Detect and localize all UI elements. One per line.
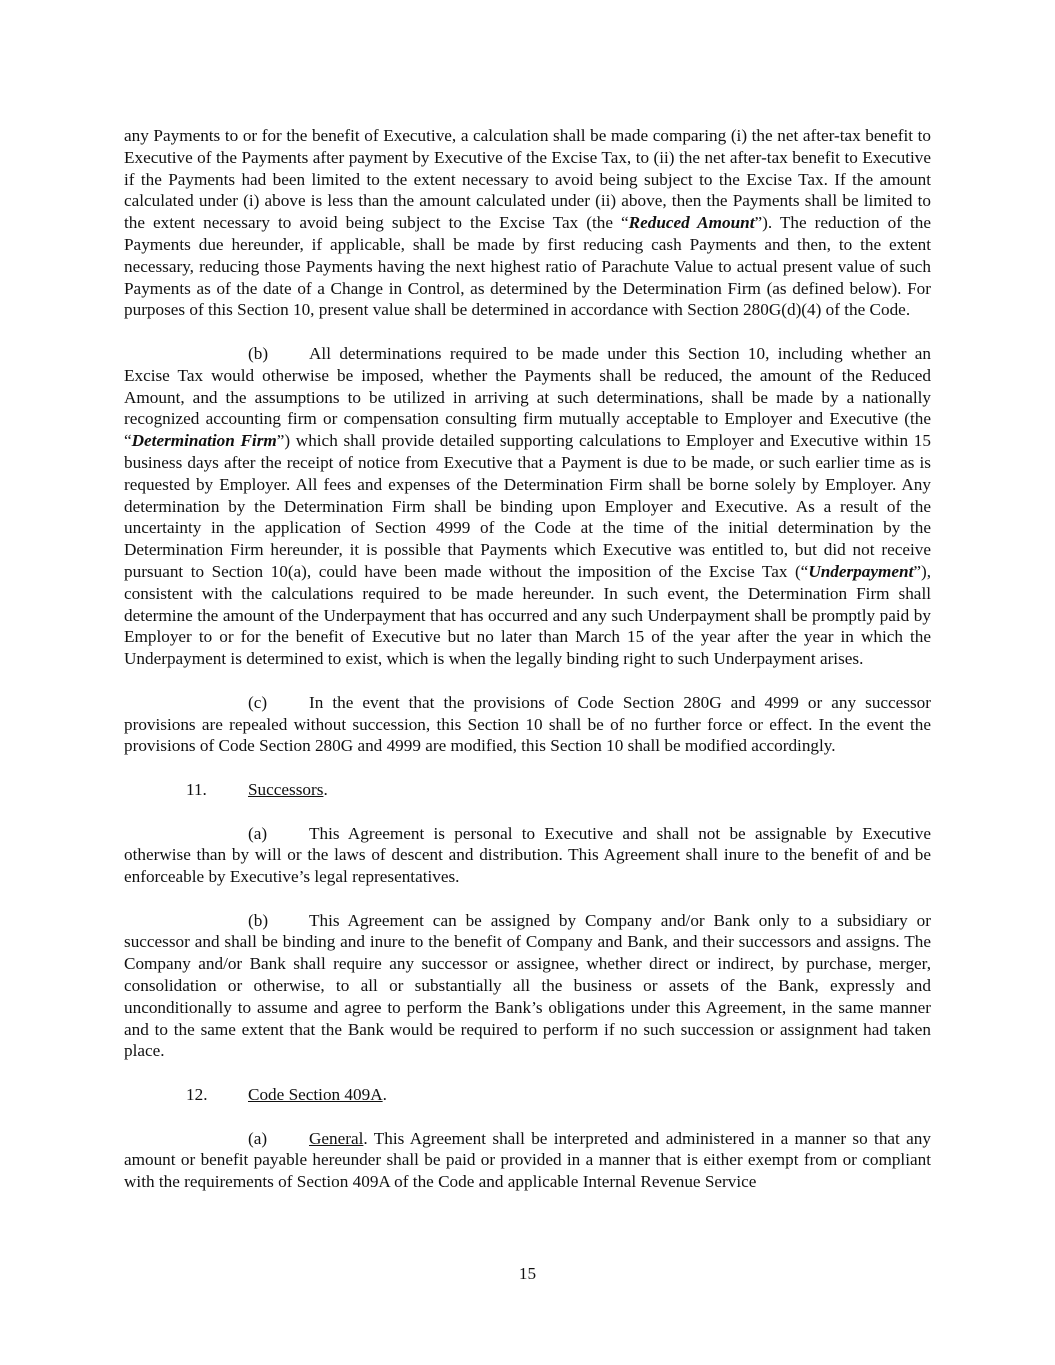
subsection-title-general: General xyxy=(309,1128,364,1148)
paragraph-text: This Agreement is personal to Executive and shall not be assignable by Executive otherwise than by will or the laws of descent and distribution. This Agreement shall inure to the benefit of and be enforceable by Executive’s legal representatives. xyxy=(124,823,931,887)
document-body xyxy=(124,125,931,1193)
paragraph-11a xyxy=(124,823,931,888)
section-title-period: . xyxy=(382,1085,387,1105)
paragraph-label: (c) xyxy=(248,692,268,712)
section-title: Code Section 409A xyxy=(248,1085,383,1105)
paragraph-10a-continued xyxy=(124,125,931,321)
paragraph-label: (b) xyxy=(248,343,269,363)
paragraph-text: ”), consistent with the calculations required to be made hereunder. In such event, the Determination Firm shall determine the amount of the Underpayment that has occurred and any such Underpayment shall be promptly paid by Employer to or for the benefit of Executive but no later than March 15 of the year after the year in which the Underpayment is determined to exist, which is when the legally binding right to such Underpayment arises. xyxy=(124,561,931,669)
paragraph-text: ”). The reduction of the Payments due hereunder, if applicable, shall be made by first reducing cash Payments and then, to the extent necessary, reducing those Payments having the next highest ratio of Parachute Value to actual present value of such Payments as of the date of a Change in Control, as determined by the Determination Firm (as defined below). For purposes of this Section 10, present value shall be determined in accordance with Section 280G(d)(4) of the Code. xyxy=(124,213,932,320)
page-number: 15 xyxy=(518,1264,537,1283)
defined-term-reduced-amount: Reduced Amount xyxy=(628,213,755,233)
paragraph-text: ”) which shall provide detailed supporting calculations to Employer and Executive within 15 business days after the receipt of notice from Executive that a Payment is due to be made, or such earlier time as is requested by Employer. All fees and expenses of the Determination Firm shall be borne solely by Employer. Any determination by the Determination Firm shall be binding upon Employer and Executive. As a result of the uncertainty in the application of Section 4999 of the Code at the time of the initial determination by the Determination Firm hereunder, it is possible that Payments which Executive was entitled to, but did not receive pursuant to Section 10(a), could have been made without the imposition of the Excise Tax (“ xyxy=(124,431,931,581)
paragraph-12a xyxy=(124,1128,931,1193)
paragraph-text: In the event that the provisions of Code Section 280G and 4999 or any successor provisions are repealed without succession, this Section 10 shall be of no further force or effect. In the event the provisions of Code Section 280G and 4999 are modified, this Section 10 shall be modified accordingly. xyxy=(124,692,931,756)
paragraph-11b xyxy=(124,910,931,1063)
paragraph-text: any Payments to or for the benefit of Executive, a calculation shall be made comparing (i) the net after-tax benefit to Executive of the Payments after payment by Executive of the Excise Tax, to (ii) the net after-tax benefit to Executive if the Payments had been limited to the extent necessary to avoid being subject to the Excise Tax. If the amount calculated under (i) above is less than the amount calculated under (ii) above, then the Payments shall be limited to the extent necessary to avoid being subject to the Excise Tax (the “ xyxy=(124,126,931,233)
section-number: 12. xyxy=(186,1085,208,1105)
paragraph-text: All determinations required to be made under this Section 10, including whether an Excise Tax would otherwise be imposed, whether the Payments shall be reduced, the amount of the Reduced Amount, and the assumptions to be utilized in arriving at such determinations, shall be made by a nationally recognized accounting firm or compensation consulting firm mutually acceptable to Employer and Executive (the “ xyxy=(124,343,931,451)
paragraph-10c xyxy=(124,692,931,757)
paragraph-label: (b) xyxy=(248,910,269,930)
section-title-period: . xyxy=(323,779,328,799)
paragraph-label: (a) xyxy=(248,823,268,843)
defined-term-underpayment: Underpayment xyxy=(808,561,914,581)
section-title: Successors xyxy=(248,779,324,799)
section-number: 11. xyxy=(186,779,207,799)
paragraph-10b xyxy=(124,343,931,670)
section-heading-11 xyxy=(124,779,931,801)
paragraph-label: (a) xyxy=(248,1128,268,1148)
section-heading-12 xyxy=(124,1084,931,1106)
defined-term-determination-firm: Determination Firm xyxy=(131,431,277,451)
paragraph-text: . This Agreement shall be interpreted and administered in a manner so that any amount or benefit payable hereunder shall be paid or provided in a manner that is either exempt from or compliant with the requirements of Section 409A of the Code and applicable Internal Revenue Service xyxy=(124,1128,931,1192)
paragraph-text: This Agreement can be assigned by Company and/or Bank only to a subsidiary or successor and shall be binding and inure to the benefit of Company and Bank, and their successors and assigns. The Company and/or Bank shall require any successor or assignee, whether direct or indirect, by purchase, merger, consolidation or otherwise, to all or substantially all the business or assets of the Bank, expressly and unconditionally to assume and agree to perform the Bank’s obligations under this Agreement, in the same manner and to the same extent that the Bank would be required to perform if no such succession or assignment had taken place. xyxy=(124,910,931,1061)
